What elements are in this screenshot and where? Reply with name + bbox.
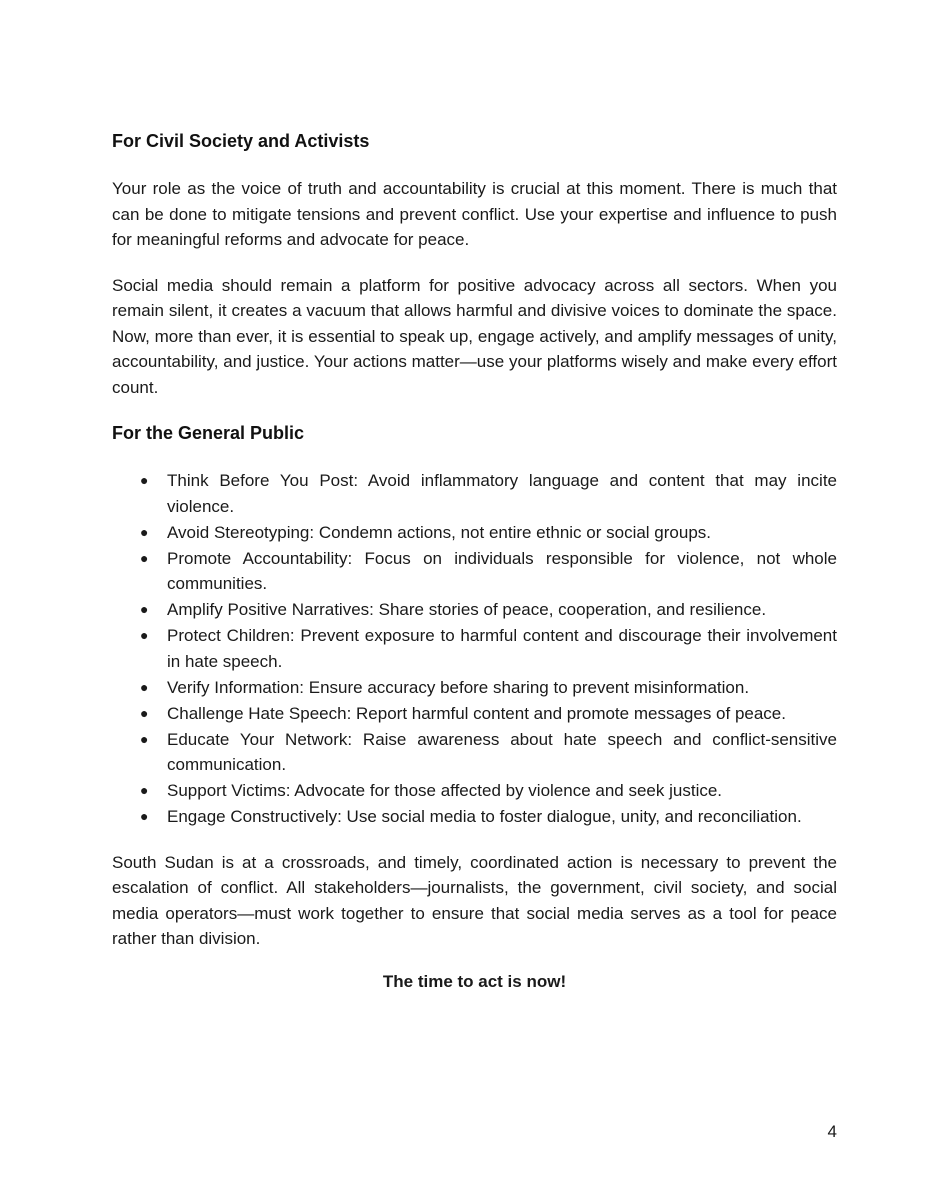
list-item-text: Educate Your Network: Raise awareness about hate speech and conflict-sensitive communication. xyxy=(167,729,837,774)
general-public-list xyxy=(112,468,837,830)
list-item xyxy=(112,727,837,778)
list-item-text: Protect Children: Prevent exposure to harmful content and discourage their involvement in hate speech. xyxy=(167,626,837,671)
list-item-text: Challenge Hate Speech: Report harmful content and promote messages of peace. xyxy=(167,703,786,723)
bullet-icon: ● xyxy=(140,472,149,488)
bullet-icon: ● xyxy=(140,678,149,695)
bullet-icon: ● xyxy=(140,601,149,617)
bullet-icon: ● xyxy=(140,704,149,721)
bullet-icon: ● xyxy=(140,808,149,824)
list-item-text: Verify Information: Ensure accuracy before sharing to prevent misinformation. xyxy=(167,677,750,697)
bullet-icon: ● xyxy=(140,730,149,747)
list-item xyxy=(112,520,837,546)
list-item-text: Think Before You Post: Avoid inflammatory language and content that may incite violence. xyxy=(167,471,837,516)
section-heading-civil-society: For Civil Society and Activists xyxy=(112,131,370,151)
list-item xyxy=(112,623,837,674)
page-number: 4 xyxy=(827,1122,837,1141)
list-item xyxy=(112,468,837,519)
list-item xyxy=(112,778,837,804)
list-item-text: Support Victims: Advocate for those affected by violence and seek justice. xyxy=(167,781,723,800)
list-item-text: Engage Constructively: Use social media to foster dialogue, unity, and reconciliation. xyxy=(167,807,802,826)
list-item xyxy=(112,597,837,623)
list-item xyxy=(112,701,837,727)
civil-society-paragraph-1: Your role as the voice of truth and accountability is crucial at this moment. There is much that can be done to mitigate tensions and prevent conflict. Use your expertise and influence to push for meaningful reforms and advocate for peace. xyxy=(112,179,837,249)
conclusion-paragraph: South Sudan is at a crossroads, and timely, coordinated action is necessary to prevent the escalation of conflict. All stakeholders—journalists, the government, civil society, and social media operators—must work together to ensure that social media serves as a tool for peace rather than division. xyxy=(112,852,837,948)
list-item-text: Promote Accountability: Focus on individuals responsible for violence, not whole communities. xyxy=(167,548,837,593)
closing-statement: The time to act is now! xyxy=(382,971,567,991)
list-item xyxy=(112,675,837,701)
list-item-text: Avoid Stereotyping: Condemn actions, not entire ethnic or social groups. xyxy=(167,522,711,542)
page-content xyxy=(112,128,837,992)
bullet-icon: ● xyxy=(140,627,149,643)
list-item xyxy=(112,804,837,830)
list-item-text: Amplify Positive Narratives: Share stories of peace, cooperation, and resilience. xyxy=(167,600,767,619)
bullet-icon: ● xyxy=(140,782,149,798)
section-heading-general-public: For the General Public xyxy=(112,423,305,443)
list-item xyxy=(112,546,837,597)
bullet-icon: ● xyxy=(140,549,149,566)
bullet-icon: ● xyxy=(140,523,149,540)
civil-society-paragraph-2: Social media should remain a platform for positive advocacy across all sectors. When you remain silent, it creates a vacuum that allows harmful and divisive voices to dominate the space. Now, more than ever, it is essential to speak up, engage actively, and amplify messages of unity, accountability, and justice. Your actions matter—use your platforms wisely and make every effort count. xyxy=(112,275,837,397)
